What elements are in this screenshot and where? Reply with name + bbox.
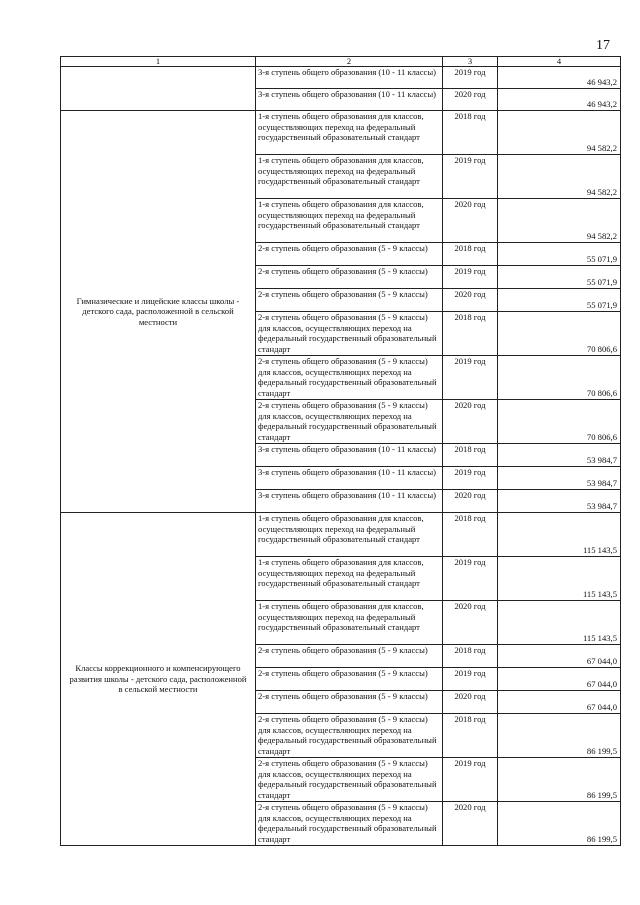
table-row <box>61 513 621 557</box>
column-number: 2 <box>256 57 443 67</box>
amount-cell: 70 806,6 <box>498 356 621 400</box>
amount-cell: 67 044,0 <box>498 668 621 691</box>
table-body <box>61 57 621 846</box>
year-cell: 2019 год <box>443 155 498 199</box>
education-level-cell: 2-я ступень общего образования (5 - 9 классы) <box>256 289 443 312</box>
column-number: 4 <box>498 57 621 67</box>
amount-cell: 55 071,9 <box>498 289 621 312</box>
column-number-row <box>61 57 621 67</box>
year-cell: 2020 год <box>443 89 498 111</box>
education-level-cell: 3-я ступень общего образования (10 - 11 классы) <box>256 444 443 467</box>
amount-cell: 115 143,5 <box>498 601 621 645</box>
year-cell: 2019 год <box>443 557 498 601</box>
group-name-cell: Гимназические и лицейские классы школы - детского сада, расположенной в сельской местности <box>61 111 256 513</box>
education-level-cell: 2-я ступень общего образования (5 - 9 классы) <box>256 691 443 714</box>
amount-cell: 94 582,2 <box>498 111 621 155</box>
table-row <box>61 111 621 155</box>
education-level-cell: 3-я ступень общего образования (10 - 11 классы) <box>256 490 443 513</box>
year-cell: 2018 год <box>443 645 498 668</box>
education-level-cell: 2-я ступень общего образования (5 - 9 классы) <box>256 645 443 668</box>
amount-cell: 70 806,6 <box>498 312 621 356</box>
year-cell: 2019 год <box>443 467 498 490</box>
year-cell: 2019 год <box>443 668 498 691</box>
year-cell: 2020 год <box>443 199 498 243</box>
amount-cell: 94 582,2 <box>498 199 621 243</box>
amount-cell: 94 582,2 <box>498 155 621 199</box>
education-level-cell: 1-я ступень общего образования для классов, осуществляющих переход на федеральный государственный образовательный стандарт <box>256 513 443 557</box>
education-level-cell: 1-я ступень общего образования для классов, осуществляющих переход на федеральный государственный образовательный стандарт <box>256 601 443 645</box>
amount-cell: 86 199,5 <box>498 758 621 802</box>
education-level-cell: 3-я ступень общего образования (10 - 11 классы) <box>256 67 443 89</box>
page-number: 17 <box>596 38 610 53</box>
amount-cell: 55 071,9 <box>498 243 621 266</box>
year-cell: 2018 год <box>443 444 498 467</box>
amount-cell: 115 143,5 <box>498 557 621 601</box>
table-row <box>61 67 621 89</box>
education-level-cell: 2-я ступень общего образования (5 - 9 классы) для классов, осуществляющих переход на федеральный государственный образовательный стандарт <box>256 312 443 356</box>
year-cell: 2019 год <box>443 356 498 400</box>
education-level-cell: 2-я ступень общего образования (5 - 9 классы) <box>256 266 443 289</box>
education-level-cell: 2-я ступень общего образования (5 - 9 классы) <box>256 243 443 266</box>
group-name-cell <box>61 67 256 111</box>
amount-cell: 115 143,5 <box>498 513 621 557</box>
education-level-cell: 1-я ступень общего образования для классов, осуществляющих переход на федеральный государственный образовательный стандарт <box>256 557 443 601</box>
education-level-cell: 2-я ступень общего образования (5 - 9 классы) для классов, осуществляющих переход на федеральный государственный образовательный стандарт <box>256 400 443 444</box>
year-cell: 2019 год <box>443 758 498 802</box>
column-number: 3 <box>443 57 498 67</box>
education-level-cell: 2-я ступень общего образования (5 - 9 классы) для классов, осуществляющих переход на федеральный государственный образовательный стандарт <box>256 802 443 846</box>
year-cell: 2020 год <box>443 691 498 714</box>
education-level-cell: 1-я ступень общего образования для классов, осуществляющих переход на федеральный государственный образовательный стандарт <box>256 155 443 199</box>
amount-cell: 53 984,7 <box>498 490 621 513</box>
education-level-cell: 3-я ступень общего образования (10 - 11 классы) <box>256 467 443 490</box>
budget-table <box>60 56 621 846</box>
education-level-cell: 3-я ступень общего образования (10 - 11 классы) <box>256 89 443 111</box>
year-cell: 2020 год <box>443 490 498 513</box>
year-cell: 2020 год <box>443 802 498 846</box>
amount-cell: 46 943,2 <box>498 67 621 89</box>
year-cell: 2020 год <box>443 289 498 312</box>
amount-cell: 53 984,7 <box>498 444 621 467</box>
amount-cell: 70 806,6 <box>498 400 621 444</box>
education-level-cell: 2-я ступень общего образования (5 - 9 классы) для классов, осуществляющих переход на федеральный государственный образовательный стандарт <box>256 714 443 758</box>
year-cell: 2019 год <box>443 266 498 289</box>
education-level-cell: 1-я ступень общего образования для классов, осуществляющих переход на федеральный государственный образовательный стандарт <box>256 199 443 243</box>
amount-cell: 67 044,0 <box>498 691 621 714</box>
amount-cell: 86 199,5 <box>498 714 621 758</box>
education-level-cell: 2-я ступень общего образования (5 - 9 классы) для классов, осуществляющих переход на федеральный государственный образовательный стандарт <box>256 356 443 400</box>
education-level-cell: 2-я ступень общего образования (5 - 9 классы) <box>256 668 443 691</box>
education-level-cell: 2-я ступень общего образования (5 - 9 классы) для классов, осуществляющих переход на федеральный государственный образовательный стандарт <box>256 758 443 802</box>
year-cell: 2018 год <box>443 243 498 266</box>
amount-cell: 86 199,5 <box>498 802 621 846</box>
education-level-cell: 1-я ступень общего образования для классов, осуществляющих переход на федеральный государственный образовательный стандарт <box>256 111 443 155</box>
year-cell: 2019 год <box>443 67 498 89</box>
year-cell: 2020 год <box>443 601 498 645</box>
year-cell: 2018 год <box>443 111 498 155</box>
amount-cell: 67 044,0 <box>498 645 621 668</box>
amount-cell: 46 943,2 <box>498 89 621 111</box>
amount-cell: 53 984,7 <box>498 467 621 490</box>
year-cell: 2018 год <box>443 513 498 557</box>
group-name-cell: Классы коррекционного и компенсирующего развития школы - детского сада, расположенной в сельской местности <box>61 513 256 846</box>
column-number: 1 <box>61 57 256 67</box>
year-cell: 2020 год <box>443 400 498 444</box>
year-cell: 2018 год <box>443 714 498 758</box>
year-cell: 2018 год <box>443 312 498 356</box>
amount-cell: 55 071,9 <box>498 266 621 289</box>
